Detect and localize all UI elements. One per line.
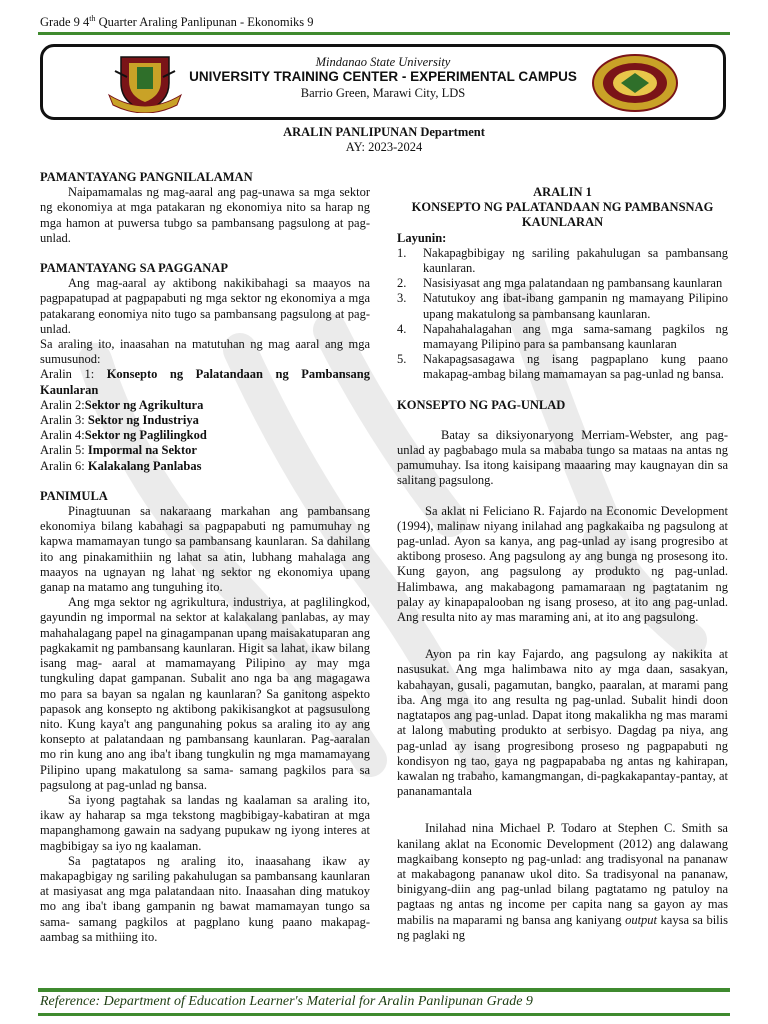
psp-heading: PAMANTAYANG SA PAGGANAP bbox=[40, 261, 228, 276]
academic-year: AY: 2023-2024 bbox=[345, 140, 423, 154]
aralin-item: Aralin 4:Sektor ng Paglilingkod bbox=[40, 428, 207, 443]
panimula-paragraph: Ang mga sektor ng agrikultura, industriya, at paglilingkod, gayundin ng impormal na sektor at kalakalang panlabas, ay may mahahalagang papel na ginagampanan upang maisakatuparan ang pagkakamit ng pambansang kaunlaran. Higit sa lahat, ikaw bilang isang mag- aaral at mamamayang Pilipino ay may mga tungkuling dapat gampanan. Subalit ano nga ba ang magagawa mo para sa bayan sa ngalan ng kaunlaran? Sa ganitong aspekto papasok ang konsepto ng aktibong pakikisangkot at pagsusulong nito. Kung kaya't ang pangunahing pokus sa araling ito ay ang konsepto at palatandaan ng pambansang kaunlaran. Pag-aaralan mo rin kung ano ang iba't ibang tungkulin ng mga mamamayang Pilipino upang makatulong sa sama- samang pagkilos para sa pagsulong at pag-unlad ng bansa. bbox=[40, 595, 370, 792]
university-name: Mindanao State University bbox=[315, 55, 451, 69]
campus-name: UNIVERSITY TRAINING CENTER - EXPERIMENTAL CAMPUS bbox=[189, 69, 577, 84]
footer-green-bar-bottom bbox=[38, 1013, 730, 1016]
panimula-heading: PANIMULA bbox=[40, 488, 108, 503]
pp-heading: PAMANTAYANG PANGNILALAMAN bbox=[40, 170, 253, 184]
top-green-bar bbox=[38, 32, 730, 35]
panimula-paragraph: Sa iyong pagtahak sa landas ng kaalaman sa araling ito, ikaw ay haharap sa mga tekstong magbibigay-kabatiran at mga mapanghamong gawain na sadyang pupukaw ng iyong interes at magbibigay sa iyo ng kaalaman. bbox=[40, 792, 370, 853]
grade-line: Grade 9 4th Quarter Araling Panlipunan - Ekonomiks 9 bbox=[40, 14, 314, 30]
layunin-item: 2. Nasisiyasat ang mga palatandaan ng pambansang kaunlaran bbox=[397, 276, 723, 291]
layunin-item: 3. Natutukoy ang ibat-ibang gampanin ng mamayang Pilipino upang makatulong sa pambansang kaunlaran. bbox=[397, 291, 728, 321]
layunin-list bbox=[397, 246, 728, 383]
panimula-paragraph: Pinagtuunan sa nakaraang markahan ang pambansang ekonomiya bilang kabahagi sa pagpapabuti ng pamumuhay ng kapwa mamamayan tungo sa pambansang kaunlaran. Sa dahilang ito ang pinakamithiin ng lahat sa atin, lubhang mahalaga ang maayos na ugnayan ng lahat ng sektor ng ekonomiya upang ganap na matamo ang tunguhing ito. bbox=[40, 504, 370, 595]
pp-paragraph: Naipamamalas ng mag-aaral ang pag-unawa sa mga sektor ng ekonomiya at mga patakaran ng ekonomiya nito sa harap ng mga hamon at puwersa tubgo sa pambansang pagsulong at pag-unlad. bbox=[40, 185, 370, 245]
konsepto-paragraph: Sa aklat ni Feliciano R. Fajardo na Economic Development (1994), malinaw niyang inilahad ang pagkakaiba ng pagsulong at pag-unlad. Ayon sa kanya, ang pag-unlad ay isang progresibo at aktibong proseso. Ang pagsulong ay ang bunga ng prosesong ito. Kung gayon, ang pagsulong ay produkto ng pag-unlad. Halimbawa, ang makabagong pamamaraan ng pagtatanim ng palay ay kinapapalooban ng isang proseso, at ito ang pag-unlad. Ang resulta nito ay mas maraming ani, at ito ang pagsulong. bbox=[397, 503, 728, 625]
department-title: ARALIN PANLIPUNAN Department bbox=[283, 125, 485, 139]
aralin-item: Aralin 5: Impormal na Sektor bbox=[40, 443, 197, 458]
konsepto-paragraph: Ayon pa rin kay Fajardo, ang pagsulong ay nakikita at nasusukat. Ang mga halimbawa nito ay mga daan, sasakyan, kabahayan, gusali, pagamutan, bangko, paaralan, at marami pang iba. Ang mga ito ang resulta ng pag-unlad. Subalit hindi doon nagtatapos ang pag-unlad. Dapat itong makalikha ng mas marami at lalong mabuting produkto at serbisyo. Dagdag pa niya, ang pag-unlad ay isang progresibong proseso ng pagpapabuti ng kondisyon ng tao, gaya ng pagpapababa ng antas ng kahirapan, kawalan ng trabaho, kamangmangan, di-pagkakapantay-pantay, at pananamantala bbox=[397, 647, 728, 799]
aralin-title: KONSEPTO NG PALATANDAAN NG PAMBANSNAG KAUNLARAN bbox=[411, 200, 714, 230]
psp-paragraph: Ang mag-aaral ay aktibong nakikibahagi sa maayos na pagpapatupad at pagpapabuti ng mga sektor ng ekonomiya a mga patakarang eonomiya nito tugo sa pambansang pagsulong at pag-unlad. bbox=[40, 276, 370, 336]
konsepto-heading: KONSEPTO NG PAG-UNLAD bbox=[397, 397, 566, 412]
aralin-item: Aralin 6: Kalakalang Panlabas bbox=[40, 458, 202, 473]
utc-seal-logo bbox=[591, 53, 679, 113]
aralin-item: Aralin 1: Konsepto ng Palatandaan ng Pambansang Kaunlaran bbox=[40, 367, 370, 397]
right-column bbox=[397, 185, 728, 943]
footer-green-bar bbox=[38, 988, 730, 992]
konsepto-paragraph: Inilahad nina Michael P. Todaro at Stephen C. Smith sa kanilang aklat na Economic Development (2012) ang dalawang magkaibang konsepto ng pag-unlad: ang tradisyonal na pananaw at makabagong pananaw ukol dito. Sa tradisyonal na pananaw, binigyang-diin ang pag-unlad bilang pagtatamo ng patuloy na pagtaas ng antas ng income per capita nang sa gayon ay mas mabilis na maparami ng bansa ang kaniyang output kaysa sa bilis ng paglaki ng bbox=[397, 821, 728, 942]
school-header-box bbox=[40, 44, 726, 120]
left-column bbox=[40, 170, 370, 945]
konsepto-paragraph: Batay sa diksiyonaryong Merriam-Webster, ang pag-unlad ay pagbabago mula sa mababa tungo sa mataas na antas ng pamumuhay. Isa itong kaisipang maaaring may kaugnayan din sa salitang pagsulong. bbox=[397, 427, 728, 488]
panimula-paragraph: Sa pagtatapos ng araling ito, inaasahang ikaw ay makapagbigay ng sariling pakahulugan sa pambansang kaunlaran at masiyasat ang mga palatandaan nito. Inaasahan ding matukoy mo ang iba't ibang gampanin ng bawat mamamayan tungo sa sama- samang pagkilos at pagplano kung paano makapag- aambag sa mithiing ito. bbox=[40, 853, 370, 944]
aralin-item: Aralin 2:Sektor ng Agrikultura bbox=[40, 397, 204, 412]
expect-paragraph: Sa araling ito, inaasahan na matutuhan ng mag aaral ang mga sumusunod: bbox=[40, 337, 370, 367]
layunin-item: 4. Napahahalagahan ang mga sama-samang pagkilos ng mamayang Pilipino para sa pambansang kaunlaran bbox=[397, 321, 728, 352]
layunin-item: 5. Nakapagsasagawa ng isang pagpaplano kung paano makapag-ambag bilang mamamayan sa pag-unlad ng bansa. bbox=[397, 352, 728, 382]
campus-address: Barrio Green, Marawi City, LDS bbox=[300, 86, 466, 100]
reference-footer: Reference: Department of Education Learner's Material for Aralin Panlipunan Grade 9 bbox=[40, 994, 533, 1009]
aralin-label: ARALIN 1 bbox=[533, 185, 592, 199]
layunin-heading: Layunin: bbox=[397, 230, 447, 245]
layunin-item: 1. Nakapagbibigay ng sariling pakahulugan sa pambansang kaunlaran. bbox=[397, 245, 728, 276]
aralin-item: Aralin 3: Sektor ng Industriya bbox=[40, 413, 199, 428]
